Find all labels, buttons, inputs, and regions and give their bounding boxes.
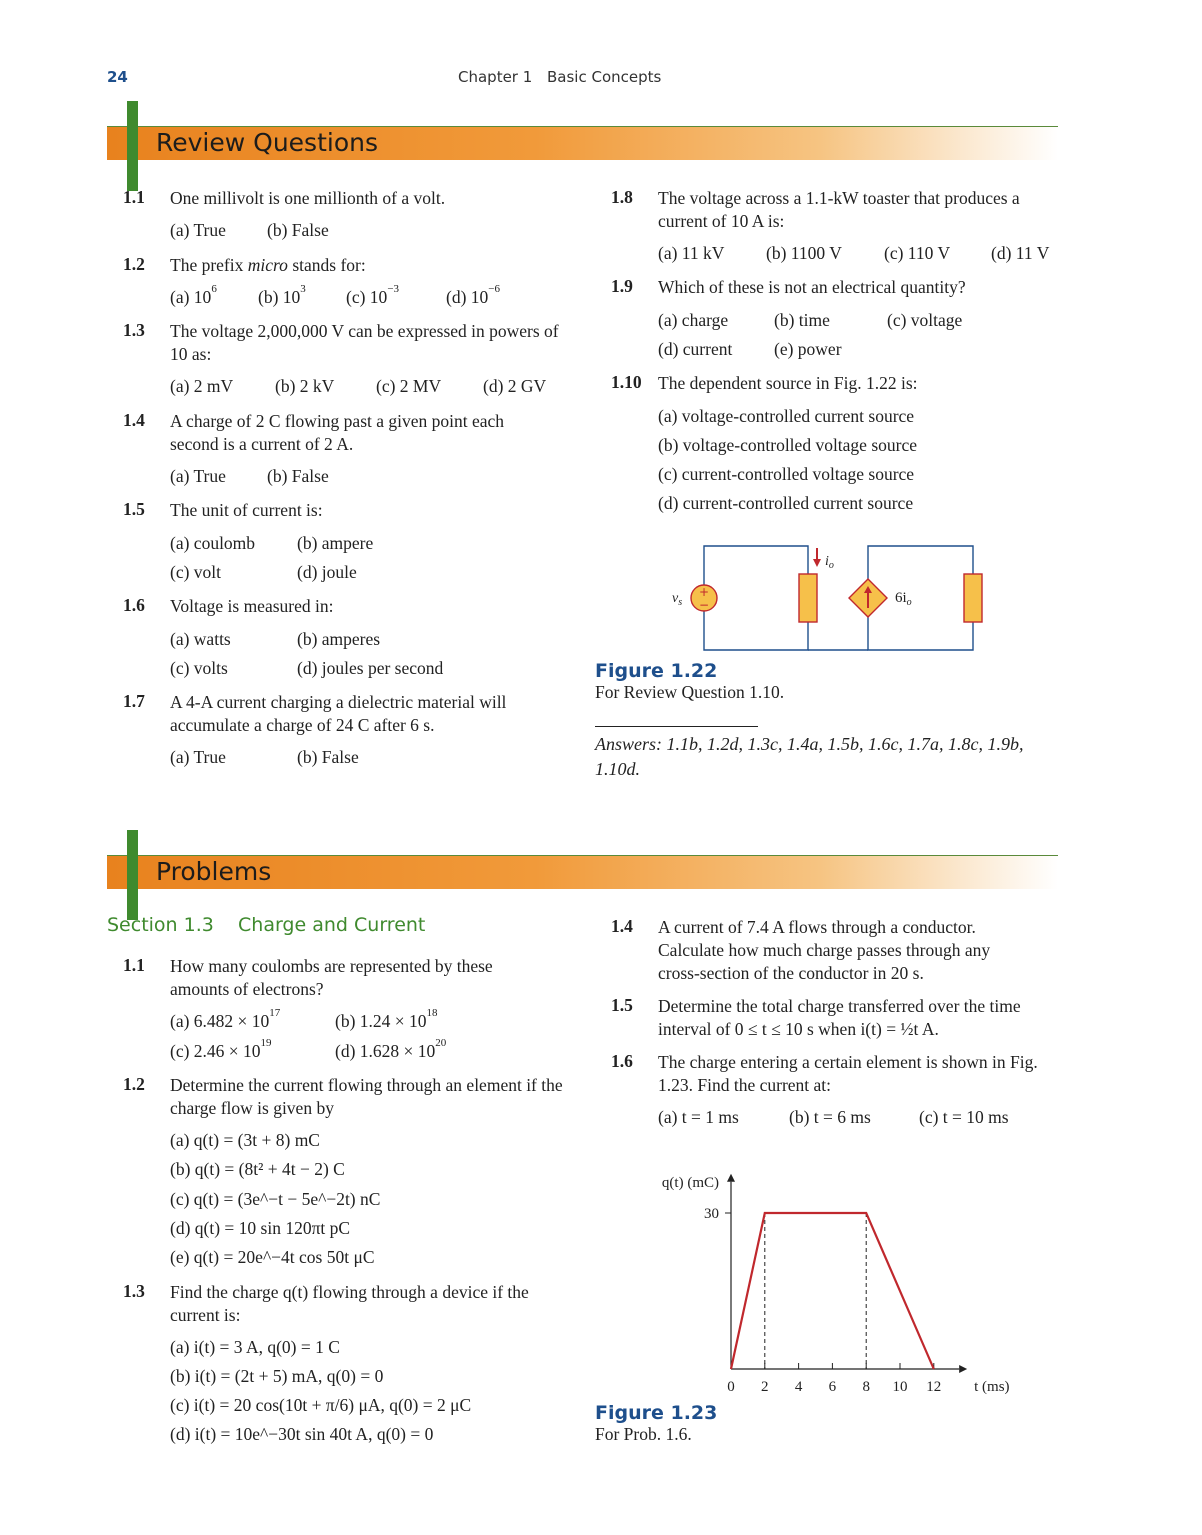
rq-1-5-opt-b: (b) ampere [297, 533, 374, 553]
p-1-3-text: Find the charge q(t) flowing through a device if the current is: [170, 1282, 529, 1325]
review-banner-bar [127, 101, 138, 191]
p-1-2-opt-b: (b) q(t) = (8t² + 4t − 2) C [170, 1159, 345, 1179]
rq-1-10-text: The dependent source in Fig. 1.22 is: [658, 373, 918, 393]
rq-1-2-opt-a: (a) $10^6$ [170, 283, 217, 307]
problems-title: Problems [156, 857, 272, 886]
rq-1-2-opt-d: (d) $10^{-6}$ [446, 283, 500, 307]
dep-source-label: $6i_o$ [895, 590, 912, 608]
p-1-3-opt-a: (a) i(t) = 3 A, q(0) = 1 C [170, 1337, 340, 1357]
rq-1-10-opt-d: (d) current-controlled current source [658, 493, 914, 513]
figure-1-23-chart [640, 1155, 1020, 1405]
p-1-2-opt-a: (a) q(t) = (3t + 8) mC [170, 1130, 320, 1150]
rq-1-9-opt-a: (a) charge [658, 310, 729, 330]
rq-1-2-opt-c: (c) $10^{-3}$ [346, 283, 400, 307]
p-1-6-opt-c: (c) t = 10 ms [919, 1107, 1009, 1127]
p-1-6-text: The charge entering a certain element is shown in Fig. 1.23. Find the current at: [658, 1052, 1038, 1095]
rq-1-6-num: 1.6 [123, 595, 145, 615]
rq-1-10-opt-b: (b) voltage-controlled voltage source [658, 435, 917, 455]
problems-banner-bar [127, 830, 138, 920]
figure-1-23-title: Figure 1.23 [595, 1402, 718, 1424]
p-1-3-num: 1.3 [123, 1281, 145, 1301]
rq-1-4-text: A charge of 2 C flowing past a given point each second is a current of 2 A. [170, 411, 505, 454]
rq-1-8-opt-a: (a) 11 kV [658, 243, 725, 263]
vs-label: $v_s$ [672, 591, 683, 608]
rq-1-3-opt-b: (b) 2 kV [275, 376, 335, 396]
rq-1-2-text: The prefix micro stands for: [170, 255, 366, 275]
rq-1-5-opt-a: (a) coulomb [170, 533, 256, 553]
section-heading: Section 1.3 Charge and Current [107, 914, 426, 936]
p-1-1-opt-a: (a) $6.482 \times 10^{17}$ [170, 1007, 281, 1031]
x-tick-label: 0 [727, 1379, 735, 1395]
y-axis-arrow-icon [727, 1174, 735, 1182]
x-axis-label: t (ms) [974, 1379, 1010, 1395]
rq-1-7-opt-b: (b) False [297, 747, 359, 767]
rq-1-9-opt-d: (d) current [658, 339, 733, 359]
rq-1-2-num: 1.2 [123, 254, 145, 274]
p-1-6-opt-b: (b) t = 6 ms [789, 1107, 871, 1127]
rq-1-4-opt-a: (a) True [170, 466, 226, 486]
rq-1-3-opt-c: (c) 2 MV [376, 376, 442, 396]
vs-plus: + [698, 585, 710, 599]
rq-1-5-opt-c: (c) volt [170, 562, 222, 582]
rq-1-3-opt-a: (a) 2 mV [170, 376, 234, 396]
rq-1-1-text: One millivolt is one millionth of a volt. [170, 188, 446, 208]
rq-1-1-opt-b: (b) False [267, 220, 329, 240]
review-title: Review Questions [156, 128, 378, 157]
chapter-label: Chapter 1 [458, 68, 533, 86]
rq-1-8-opt-d: (d) 11 V [991, 243, 1050, 263]
rq-1-10-opt-a: (a) voltage-controlled current source [658, 406, 915, 426]
rq-1-10-num: 1.10 [611, 372, 642, 392]
io-label: $i_o$ [825, 554, 834, 571]
rq-1-1-num: 1.1 [123, 187, 145, 207]
rq-1-2-opt-b: (b) $10^3$ [258, 283, 306, 307]
rq-1-7-num: 1.7 [123, 691, 145, 711]
rq-1-3-num: 1.3 [123, 320, 145, 340]
p-1-2-opt-c: (c) q(t) = (3e^−t − 5e^−2t) nC [170, 1189, 381, 1209]
rq-1-6-opt-d: (d) joules per second [297, 658, 444, 678]
rq-1-5-opt-d: (d) joule [297, 562, 357, 582]
p-1-4-num: 1.4 [611, 916, 633, 936]
p-1-2-opt-e: (e) q(t) = 20e^−4t cos 50t μC [170, 1247, 375, 1267]
answers-rule [595, 726, 758, 727]
x-tick-label: 8 [862, 1379, 870, 1395]
p-1-3-opt-b: (b) i(t) = (2t + 5) mA, q(0) = 0 [170, 1366, 384, 1386]
dependent-current-source-icon [849, 579, 887, 617]
page-number: 24 [107, 68, 128, 86]
rq-1-9-text: Which of these is not an electrical quantity? [658, 277, 966, 297]
rq-1-3-opt-d: (d) 2 GV [483, 376, 547, 396]
p-1-1-text: How many coulombs are represented by these amounts of electrons? [170, 956, 493, 999]
rq-1-7-opt-a: (a) True [170, 747, 226, 767]
resistor-1-icon [799, 574, 817, 622]
p-1-1-opt-b: (b) $1.24 \times 10^{18}$ [335, 1007, 438, 1031]
p-1-3-opt-d: (d) i(t) = 10e^−30t sin 40t A, q(0) = 0 [170, 1424, 434, 1444]
x-tick-label: 4 [794, 1379, 803, 1395]
rq-1-9-num: 1.9 [611, 276, 633, 296]
rq-1-8-text: The voltage across a 1.1-kW toaster that produces a current of 10 A is: [658, 188, 1020, 231]
rq-1-1-opt-a: (a) True [170, 220, 226, 240]
y-axis-label: q(t) (mC) [661, 1174, 719, 1191]
p-1-4-text: A current of 7.4 A flows through a conductor. Calculate how much charge passes through any cross-section of the conductor in 20 s. [658, 917, 991, 983]
rq-1-5-num: 1.5 [123, 499, 145, 519]
rq-1-6-opt-b: (b) amperes [297, 629, 381, 649]
p-1-5-num: 1.5 [611, 995, 633, 1015]
p-1-1-num: 1.1 [123, 955, 145, 975]
x-tick-label: 12 [926, 1379, 942, 1395]
rq-1-10-opt-c: (c) current-controlled voltage source [658, 464, 915, 484]
p-1-2-opt-d: (d) q(t) = 10 sin 120πt pC [170, 1218, 351, 1238]
rq-1-9-opt-b: (b) time [774, 310, 830, 330]
x-axis-arrow-icon [959, 1365, 967, 1373]
p-1-6-opt-a: (a) t = 1 ms [658, 1107, 739, 1127]
current-arrow-icon [813, 548, 821, 567]
p-1-2-text: Determine the current flowing through an element if the charge flow is given by [170, 1075, 563, 1118]
figure-1-23-caption: For Prob. 1.6. [595, 1424, 692, 1444]
rq-1-6-opt-a: (a) watts [170, 629, 231, 649]
series-line [731, 1213, 934, 1369]
y-tick-label: 30 [704, 1206, 719, 1222]
review-answers: Answers: 1.1b, 1.2d, 1.3c, 1.4a, 1.5b, 1.6c, 1.7a, 1.8c, 1.9b, 1.10d. [595, 734, 1024, 779]
rq-1-8-opt-b: (b) 1100 V [766, 243, 842, 263]
chapter-title: Basic Concepts [547, 68, 662, 86]
p-1-2-num: 1.2 [123, 1074, 145, 1094]
p-1-1-opt-c: (c) $2.46 \times 10^{19}$ [170, 1037, 272, 1061]
rq-1-4-opt-b: (b) False [267, 466, 329, 486]
rq-1-8-num: 1.8 [611, 187, 633, 207]
rq-1-9-opt-e: (e) power [774, 339, 842, 359]
p-1-3-opt-c: (c) i(t) = 20 cos(10t + π/6) μA, q(0) = 2 μC [170, 1395, 472, 1415]
x-tick-label: 6 [828, 1379, 837, 1395]
figure-1-22-caption: For Review Question 1.10. [595, 682, 785, 702]
rq-1-6-text: Voltage is measured in: [170, 596, 334, 616]
resistor-2-icon [964, 574, 982, 622]
rq-1-7-text: A 4-A current charging a dielectric material will accumulate a charge of 24 C after 6 s. [170, 692, 507, 735]
rq-1-5-text: The unit of current is: [170, 500, 323, 520]
rq-1-4-num: 1.4 [123, 410, 145, 430]
x-tick-label: 2 [761, 1379, 769, 1395]
vs-minus: − [698, 598, 710, 612]
figure-1-22-circuit [660, 540, 990, 660]
rq-1-9-opt-c: (c) voltage [887, 310, 963, 330]
p-1-5-text: Determine the total charge transferred over the time interval of 0 ≤ t ≤ 10 s when i(t) = ½t A. [658, 996, 1021, 1039]
rq-1-6-opt-c: (c) volts [170, 658, 228, 678]
rq-1-3-text: The voltage 2,000,000 V can be expressed in powers of 10 as: [170, 321, 559, 364]
x-tick-label: 10 [892, 1379, 908, 1395]
p-1-1-opt-d: (d) $1.628 \times 10^{20}$ [335, 1037, 447, 1061]
p-1-6-num: 1.6 [611, 1051, 633, 1071]
rq-1-8-opt-c: (c) 110 V [884, 243, 951, 263]
figure-1-22-title: Figure 1.22 [595, 660, 718, 682]
